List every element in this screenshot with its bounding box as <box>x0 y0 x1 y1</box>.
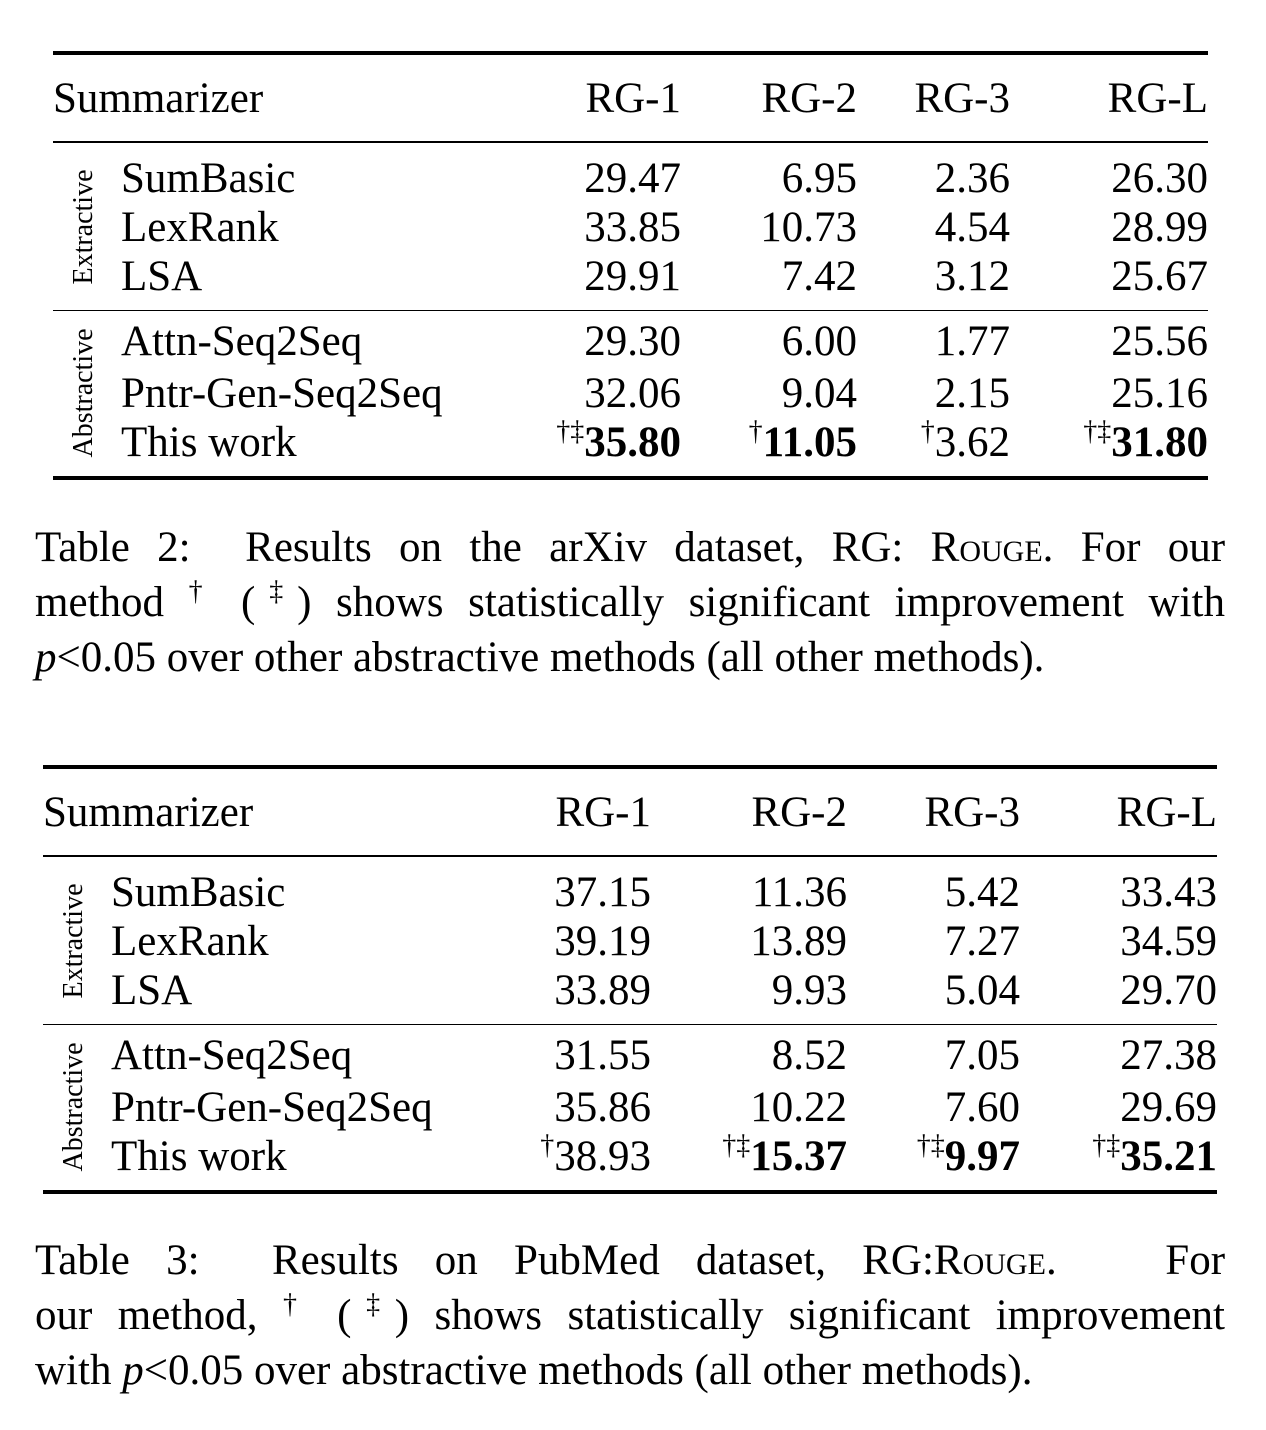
arxiv-results-table <box>53 51 1208 480</box>
group-label: Abstractive <box>58 1042 89 1172</box>
header-summarizer: Summarizer <box>43 767 505 856</box>
cell-rgl <box>1020 1129 1217 1192</box>
cell-rg2: 7.42 <box>781 253 857 300</box>
table-3-caption: Table 3: Results on PubMed dataset, RG:Rouge. For our method, † (‡) shows statistically significant improvement with p<0.05 over abstractive methods (all other methods). <box>35 1237 1226 1394</box>
group-label: Extractive <box>58 882 89 999</box>
cell-rgl: 28.99 <box>1111 204 1208 251</box>
header-rg3: RG-3 <box>847 767 1020 856</box>
cell-rg2: 6.95 <box>781 155 857 202</box>
significance-marker: † <box>920 415 935 447</box>
cell-rgl: 26.30 <box>1111 155 1208 202</box>
cell-rgl: 29.69 <box>1120 1083 1217 1131</box>
cell-value: 11.05 <box>762 418 857 466</box>
cell-rg2: 8.52 <box>651 1025 847 1080</box>
table-row <box>43 969 1217 1025</box>
cell-rgl: 25.56 <box>1010 311 1208 366</box>
cell-rgl: 33.43 <box>1120 869 1217 916</box>
table-row <box>53 200 1208 255</box>
cell-value: 15.37 <box>750 1132 847 1180</box>
cell-rg1: 35.86 <box>554 1083 651 1131</box>
table-row <box>53 311 1208 366</box>
cell-rgl: 34.59 <box>1120 918 1217 965</box>
cell-rg1: 33.85 <box>584 204 681 251</box>
cell-rgl <box>1010 415 1208 478</box>
cell-rg2: 6.00 <box>681 311 857 366</box>
significance-marker: †‡ <box>556 415 585 447</box>
cell-rgl: 25.67 <box>1111 253 1208 300</box>
cell-rg3: 3.12 <box>934 253 1010 300</box>
cell-value: 35.80 <box>584 418 681 466</box>
row-name: LSA <box>111 967 193 1014</box>
significance-marker: †‡ <box>916 1129 945 1161</box>
group-abstractive <box>43 1025 105 1192</box>
cell-rg1: 39.19 <box>554 918 651 965</box>
group-label: Abstractive <box>68 328 99 458</box>
cell-rg1: 32.06 <box>584 369 681 417</box>
cell-value: 38.93 <box>554 1132 651 1180</box>
table-row <box>53 421 1208 478</box>
significance-marker: †‡ <box>722 1129 751 1161</box>
header-rg2: RG-2 <box>681 53 857 142</box>
cell-rg3 <box>847 1129 1020 1192</box>
cell-rg3 <box>857 415 1010 478</box>
row-name: LexRank <box>111 918 269 965</box>
row-name: LexRank <box>121 204 279 251</box>
group-abstractive <box>53 311 115 478</box>
row-name: Attn-Seq2Seq <box>105 1025 505 1080</box>
table-row <box>53 142 1208 200</box>
table-row <box>43 1135 1217 1192</box>
row-name: Pntr-Gen-Seq2Seq <box>121 369 443 417</box>
header-rgl: RG-L <box>1010 53 1208 142</box>
table-row <box>53 255 1208 311</box>
table-row <box>43 856 1217 914</box>
group-label: Extractive <box>68 168 99 285</box>
cell-rg1: 29.30 <box>515 311 681 366</box>
header-rg3: RG-3 <box>857 53 1010 142</box>
cell-rg3: 2.36 <box>934 155 1010 202</box>
cell-rg1: 29.91 <box>584 253 681 300</box>
cell-value: 35.21 <box>1120 1132 1217 1180</box>
cell-rgl: 29.70 <box>1120 967 1217 1014</box>
cell-rg1: 29.47 <box>584 155 681 202</box>
cell-rg3: 4.54 <box>934 204 1010 251</box>
cell-rg3: 1.77 <box>857 311 1010 366</box>
cell-rg1: 37.15 <box>554 869 651 916</box>
group-extractive <box>43 856 105 1025</box>
table-row <box>43 914 1217 969</box>
cell-rg3: 7.27 <box>944 918 1020 965</box>
cell-rg1: 31.55 <box>505 1025 651 1080</box>
cell-value: 31.80 <box>1111 418 1208 466</box>
cell-rgl: 27.38 <box>1020 1025 1217 1080</box>
cell-rg1 <box>515 415 681 478</box>
significance-marker: † <box>748 415 763 447</box>
cell-rg2: 9.93 <box>771 967 847 1014</box>
rouge-term: Rouge <box>933 1237 1046 1284</box>
table-row <box>43 1025 1217 1080</box>
cell-rg1 <box>505 1129 651 1192</box>
cell-value: 3.62 <box>934 418 1010 466</box>
group-extractive <box>53 142 115 311</box>
pubmed-results-table <box>43 765 1217 1194</box>
row-name: Pntr-Gen-Seq2Seq <box>111 1083 433 1131</box>
header-rg1: RG-1 <box>515 53 681 142</box>
row-name: LSA <box>121 253 203 300</box>
cell-rg2: 10.22 <box>750 1083 847 1131</box>
significance-marker: †‡ <box>1092 1129 1121 1161</box>
cell-rg3: 5.04 <box>944 967 1020 1014</box>
cell-rg2: 13.89 <box>750 918 847 965</box>
cell-rg3: 2.15 <box>934 369 1010 417</box>
cell-rg2 <box>651 1129 847 1192</box>
cell-rg1: 33.89 <box>554 967 651 1014</box>
table-row <box>43 1080 1217 1135</box>
cell-rg3: 7.60 <box>944 1083 1020 1131</box>
table-row <box>53 366 1208 421</box>
cell-rg2 <box>681 415 857 478</box>
cell-rg2: 10.73 <box>760 204 857 251</box>
header-rgl: RG-L <box>1020 767 1217 856</box>
rouge-term: Rouge <box>930 524 1043 571</box>
row-name: Attn-Seq2Seq <box>115 311 515 366</box>
cell-rg3: 5.42 <box>944 869 1020 916</box>
significance-marker: † <box>540 1129 555 1161</box>
row-name: SumBasic <box>121 155 296 202</box>
cell-rg3: 7.05 <box>847 1025 1020 1080</box>
cell-rg2: 11.36 <box>751 869 847 916</box>
caption-label: Table 2: <box>35 524 191 571</box>
header-rg1: RG-1 <box>505 767 651 856</box>
significance-marker: †‡ <box>1083 415 1112 447</box>
header-rg2: RG-2 <box>651 767 847 856</box>
row-name: This work <box>105 1135 505 1192</box>
header-summarizer: Summarizer <box>53 53 515 142</box>
cell-rg2: 9.04 <box>781 369 857 417</box>
cell-rgl: 25.16 <box>1111 369 1208 417</box>
row-name: SumBasic <box>111 869 286 916</box>
caption-label: Table 3: <box>35 1237 200 1284</box>
table-2-caption: Table 2: Results on the arXiv dataset, RG: Rouge. For our method † (‡) shows statistically significant improvement with p<0.05 over other abstractive methods (all other methods). <box>35 524 1226 681</box>
row-name: This work <box>115 421 515 478</box>
cell-value: 9.97 <box>944 1132 1020 1180</box>
